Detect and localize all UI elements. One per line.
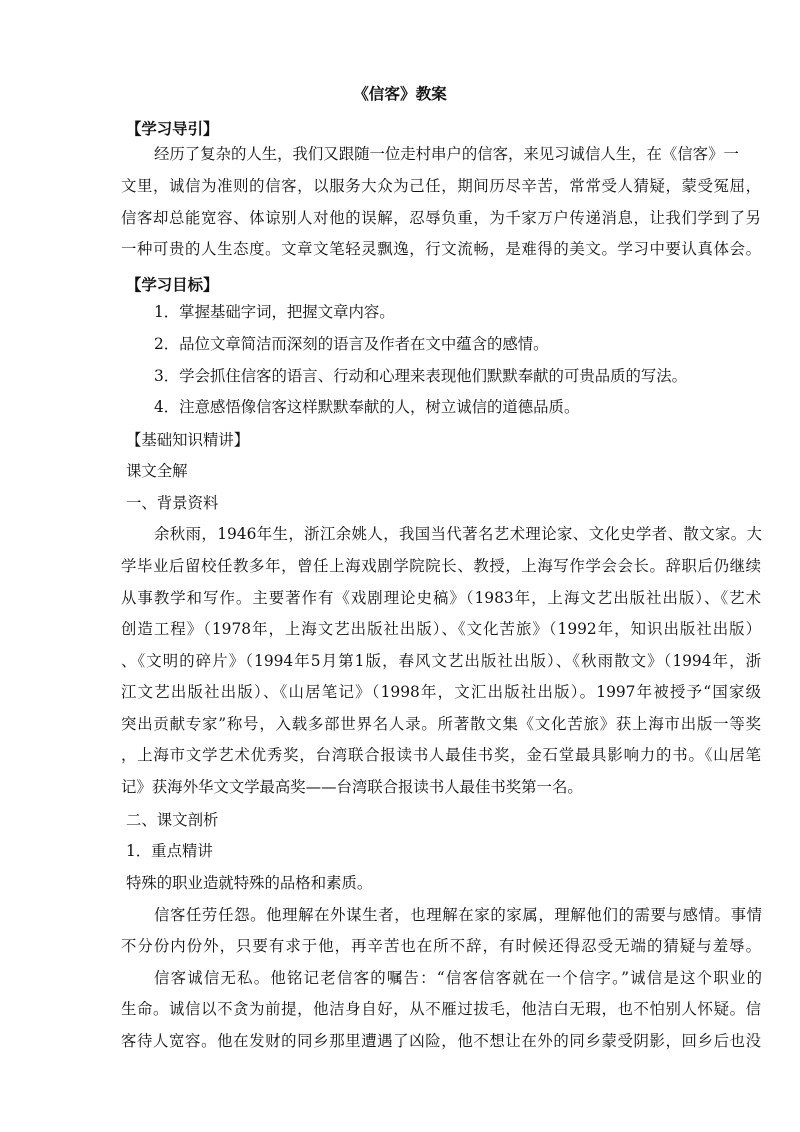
background-line-9: 记》获海外华文文学最高奖——台湾联合报读书人最佳书奖第一名。 [121,778,583,796]
background-line-2: 学毕业后留校任教多年，曾任上海戏剧学院院长、教授，上海写作学会会长。辞职后仍继续 [121,557,761,575]
goal-4: 4．注意感悟像信客这样默默奉献的人，树立诚信的道德品质。 [154,398,580,416]
text-full-label: 课文全解 [126,462,188,480]
para1-line-1: 信客任劳任怨。他理解在外谋生者，也理解在家的家属，理解他们的需要与感情。事情 [154,906,762,924]
guide-line-3: 信客却总能宽容、体谅别人对他的误解，忍辱负重，为千家万户传递消息，让我们学到了另 [121,209,761,227]
para1-line-2: 不分份内份外，只要有求于他，再辛苦也在所不辞，有时候还得忍受无端的猜疑与羞辱。 [121,937,761,955]
analysis-heading: 二、课文剖析 [126,811,219,829]
background-line-6: 江文艺出版社出版）、《山居笔记》（1998年，文汇出版社出版）。1997年被授予“国家级 [121,683,761,701]
document-title: 《信客》教案 [353,85,447,103]
goal-2: 2．品位文章简洁而深刻的语言及作者在文中蕴含的感情。 [154,335,549,353]
background-heading: 一、背景资料 [126,494,219,512]
background-line-4: 创造工程》（1978年，上海文艺出版社出版）、《文化苦旅》（1992年，知识出版社出版） [121,620,761,638]
background-line-1: 余秋雨，1946年生，浙江余姚人，我国当代著名艺术理论家、文化史学者、散文家。大 [154,525,762,543]
key-intro: 特殊的职业造就特殊的品格和素质。 [126,874,373,892]
para2-line-1: 信客诚信无私。他铭记老信客的嘱告：“信客信客就在一个信字。”诚信是这个职业的 [154,969,762,987]
background-line-7: 突出贡献专家”称号，入载多部世界名人录。所著散文集《文化苦旅》获上海市出版一等奖 [121,715,761,733]
basics-heading: 【基础知识精讲】 [126,431,250,449]
goal-1: 1．掌握基础字词，把握文章内容。 [154,303,395,321]
guide-heading: 【学习导引】 [126,120,219,138]
goal-3: 3．学会抓住信客的语言、行动和心理来表现他们默默奉献的可贵品质的写法。 [154,367,688,385]
background-line-3: 从事教学和写作。主要著作有《戏剧理论史稿》（1983年，上海文艺出版社出版）、《艺术 [121,589,761,607]
key-heading: 1．重点精讲 [126,842,213,860]
guide-line-2: 文里，诚信为准则的信客，以服务大众为己任，期间历尽辛苦，常常受人猜疑，蒙受冤屈， [121,177,761,195]
guide-line-1: 经历了复杂的人生，我们又跟随一位走村串户的信客，来见习诚信人生，在《信客》一 [154,145,739,163]
para2-line-2: 生命。诚信以不贪为前提，他洁身自好，从不雁过拔毛，他洁白无瑕，也不怕别人怀疑。信 [121,1000,761,1018]
background-line-5: 、《文明的碎片》（1994年5月第1版，春风文艺出版社出版）、《秋雨散文》（1994年，浙 [121,652,761,670]
para2-line-3: 客待人宽容。他在发财的同乡那里遭遇了凶险，他不想让在外的同乡蒙受阴影，回乡后也没 [121,1032,761,1050]
guide-line-4: 一种可贵的人生态度。文章文笔轻灵飘逸，行文流畅，是难得的美文。学习中要认真体会。 [121,240,761,258]
background-line-8: ，上海市文学艺术优秀奖，台湾联合报读书人最佳书奖，金石堂最具影响力的书。《山居笔 [121,746,761,764]
goals-heading: 【学习目标】 [126,276,219,294]
